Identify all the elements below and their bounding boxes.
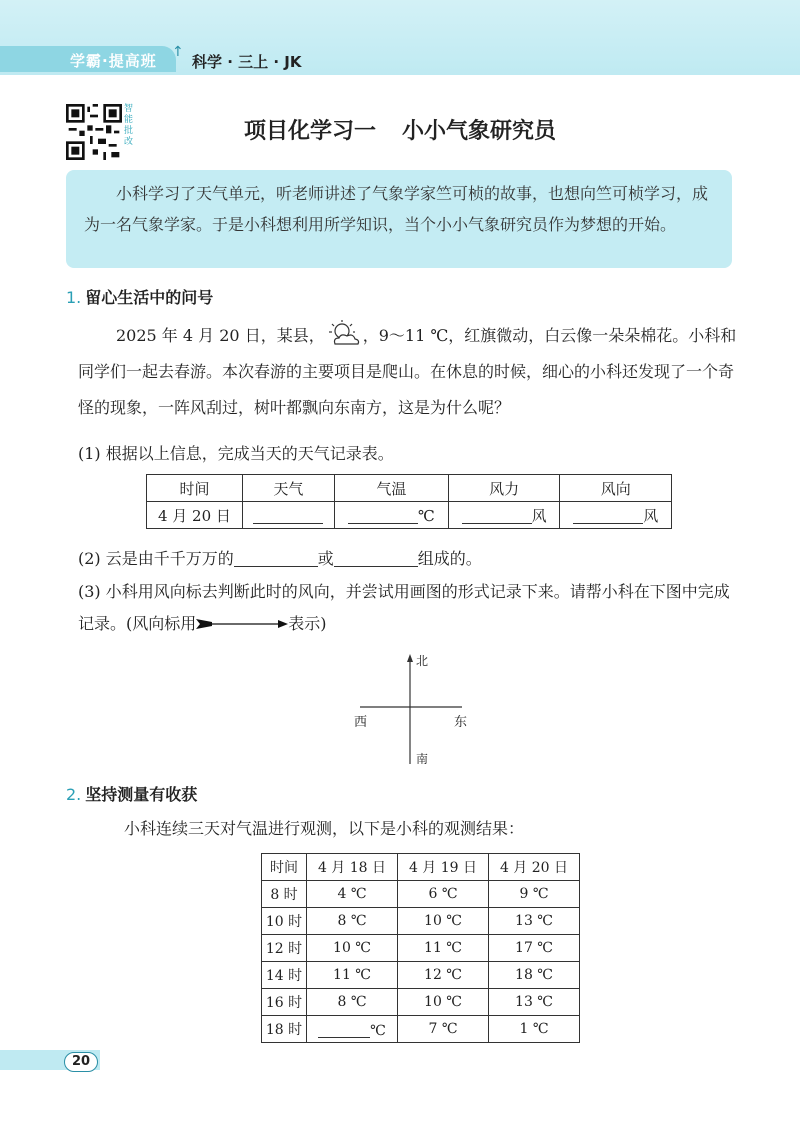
table-row <box>262 881 580 908</box>
wind-force-cell <box>448 502 560 529</box>
intro-box <box>66 170 732 268</box>
section1-paragraph <box>78 318 738 426</box>
q2-blank-1[interactable] <box>234 548 318 567</box>
sunny-cloudy-icon <box>325 319 363 349</box>
table-cell: 4 ℃ <box>307 881 398 908</box>
wind-vane-symbol-icon <box>196 617 288 631</box>
qr-tag: 智能批改 <box>124 104 134 147</box>
q2-blank-2[interactable] <box>334 548 418 567</box>
wind-direction-cell <box>560 502 672 529</box>
date-cell: 4 月 20 日 <box>147 502 243 529</box>
section1-title-text: 留心生活中的问号 <box>85 288 214 307</box>
temperature-cell <box>334 502 448 529</box>
q3-part-a: (3) 小科用风向标去判断此时的风向，并尝试用画图的形式记录下来。请帮小科在下图中完成记录。(风向标用 <box>78 582 730 633</box>
table-header-row <box>147 475 672 502</box>
section2-title <box>66 782 197 805</box>
intro-text: 小科学习了天气单元，听老师讲述了气象学家竺可桢的故事，也想向竺可桢学习，成为一名气象学家。于是小科想利用所学知识，当个小小气象研究员作为梦想的开始。 <box>84 184 709 234</box>
compass-east: 东 <box>454 715 468 730</box>
table-cell: 11 ℃ <box>398 935 489 962</box>
temperature-blank[interactable] <box>348 505 418 524</box>
q2-part-c: 组成的。 <box>417 549 482 568</box>
q2-part-a: (2) 云是由千千万万的 <box>78 549 234 568</box>
table-cell: 9 ℃ <box>489 881 580 908</box>
table-cell: 8 ℃ <box>307 989 398 1016</box>
table-cell: 10 ℃ <box>398 989 489 1016</box>
wind-direction-unit: 风 <box>643 506 659 525</box>
table-cell: 10 ℃ <box>398 908 489 935</box>
table-row <box>262 989 580 1016</box>
weather-record-table <box>146 474 672 529</box>
table-cell: 6 ℃ <box>398 881 489 908</box>
weather-cell <box>242 502 334 529</box>
table-cell: 17 ℃ <box>489 935 580 962</box>
wind-force-unit: 风 <box>531 506 547 525</box>
table-cell: 16 时 <box>262 989 307 1016</box>
question3 <box>78 576 738 640</box>
brand-arrow-icon: ↑ <box>172 44 184 60</box>
weather-blank[interactable] <box>253 505 323 524</box>
table-cell: 8 ℃ <box>307 908 398 935</box>
wind-direction-blank[interactable] <box>573 505 643 524</box>
page-title <box>0 114 800 145</box>
table-row <box>262 962 580 989</box>
section2-intro: 小科连续三天对气温进行观测，以下是小科的观测结果： <box>124 819 525 838</box>
section2-title-text: 坚持测量有收获 <box>85 785 198 804</box>
table-cell: 14 时 <box>262 962 307 989</box>
table-cell: 8 时 <box>262 881 307 908</box>
temperature-table <box>261 853 580 1043</box>
section1-number: 1. <box>66 288 82 307</box>
section1-title <box>66 285 213 308</box>
table-cell <box>307 1016 398 1043</box>
title-part1: 项目化学习一 <box>243 119 376 144</box>
q3-part-b: 表示) <box>288 614 327 633</box>
temp-unit: ℃ <box>418 507 435 525</box>
temperature-18h-blank[interactable] <box>318 1019 370 1038</box>
p1-prefix: 2025 年 4 月 20 日，某县， <box>116 326 325 345</box>
header-cell: 4 月 20 日 <box>489 854 580 881</box>
table-cell: 12 ℃ <box>398 962 489 989</box>
compass-north: 北 <box>416 654 429 668</box>
title-part2: 小小气象研究员 <box>402 119 557 144</box>
compass-diagram[interactable] <box>350 650 470 770</box>
wind-force-blank[interactable] <box>462 505 532 524</box>
q2-part-b: 或 <box>317 549 334 568</box>
brand-name: 学霸·提高班 <box>70 52 157 70</box>
page-number: 20 <box>64 1052 98 1072</box>
compass-west: 西 <box>354 715 368 730</box>
table-header-row <box>262 854 580 881</box>
table-cell: 12 时 <box>262 935 307 962</box>
table-row <box>147 502 672 529</box>
section2-number: 2. <box>66 785 82 804</box>
table-cell: 11 ℃ <box>307 962 398 989</box>
question2 <box>78 546 482 569</box>
header-cell: 气温 <box>334 475 448 502</box>
p1-suffix: ，9～11 ℃，红旗微动，白云像一朵朵棉花。小科和同学们一起去春游。本次春游的主要项目是爬山。在休息的时候，细心的小科还发现了一个奇怪的现象，一阵风刮过，树叶都飘向东南方，这是为什么呢？ <box>78 326 737 417</box>
table-cell: 13 ℃ <box>489 908 580 935</box>
table-row <box>262 1016 580 1043</box>
header-cell: 时间 <box>262 854 307 881</box>
table-cell: 7 ℃ <box>398 1016 489 1043</box>
header-cell: 4 月 18 日 <box>307 854 398 881</box>
header-cell: 天气 <box>242 475 334 502</box>
header-cell: 时间 <box>147 475 243 502</box>
table-cell: 18 ℃ <box>489 962 580 989</box>
question1: (1) 根据以上信息，完成当天的天气记录表。 <box>78 444 394 463</box>
header-cell: 风力 <box>448 475 560 502</box>
header-cell: 风向 <box>560 475 672 502</box>
compass-south: 南 <box>416 752 429 766</box>
subject-label: 科学 · 三上 · JK <box>192 53 302 71</box>
table-row <box>262 935 580 962</box>
table-cell: 18 时 <box>262 1016 307 1043</box>
table-cell: 10 ℃ <box>307 935 398 962</box>
header-cell: 4 月 19 日 <box>398 854 489 881</box>
table-cell: 1 ℃ <box>489 1016 580 1043</box>
temp-unit: ℃ <box>370 1023 386 1039</box>
table-row <box>262 908 580 935</box>
table-cell: 13 ℃ <box>489 989 580 1016</box>
table-cell: 10 时 <box>262 908 307 935</box>
